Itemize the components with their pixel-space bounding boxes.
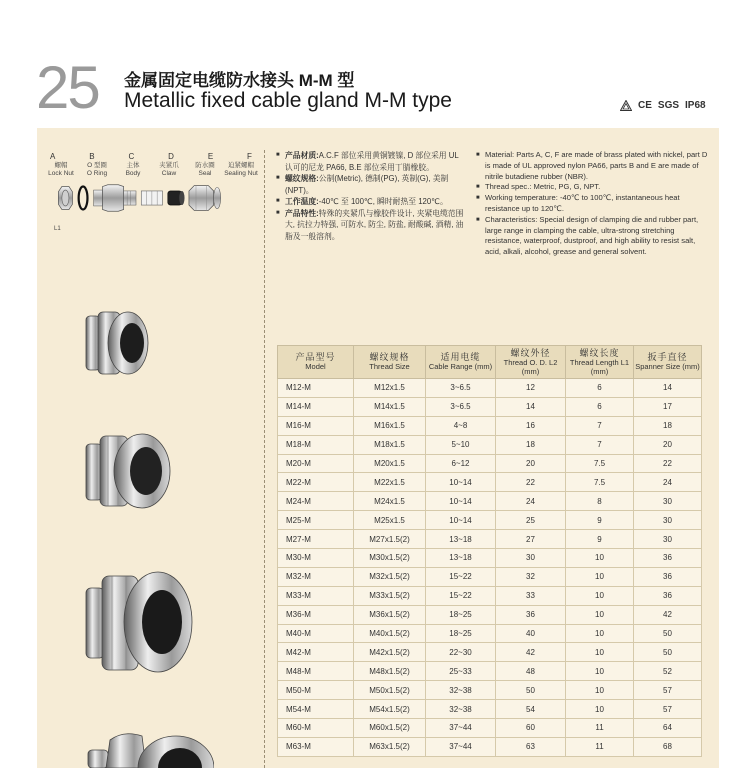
table-cell: 10~14 xyxy=(426,492,496,511)
table-cell: 24 xyxy=(634,473,702,492)
part-letter: F xyxy=(247,152,252,161)
table-cell: 25 xyxy=(496,511,566,530)
table-cell: M25-M xyxy=(278,511,354,530)
table-row xyxy=(278,700,702,719)
table-cell: 30 xyxy=(634,492,702,511)
table-body xyxy=(278,379,702,757)
specs-chinese xyxy=(276,150,468,242)
spec-table xyxy=(277,345,702,757)
table-cell: 11 xyxy=(566,737,634,756)
table-cell: M22-M xyxy=(278,473,354,492)
table-cell: M20-M xyxy=(278,454,354,473)
table-cell: M42-M xyxy=(278,643,354,662)
table-cell: M54-M xyxy=(278,700,354,719)
table-cell: 3~6.5 xyxy=(426,397,496,416)
table-row xyxy=(278,719,702,738)
table-cell: 5~10 xyxy=(426,435,496,454)
table-cell: 13~18 xyxy=(426,530,496,549)
part-letter: C xyxy=(128,152,135,161)
table-cell: M33-M xyxy=(278,586,354,605)
table-cell: M36-M xyxy=(278,605,354,624)
table-row xyxy=(278,492,702,511)
table-cell: M50x1.5(2) xyxy=(354,681,426,700)
table-cell: 4~8 xyxy=(426,416,496,435)
table-row xyxy=(278,567,702,586)
table-cell: 16 xyxy=(496,416,566,435)
table-cell: M40-M xyxy=(278,624,354,643)
table-cell: 42 xyxy=(634,605,702,624)
table-cell: 37~44 xyxy=(426,737,496,756)
spec-features-cn: ■ 产品特性:特殊的夹紧爪与橡胶件设计, 夹紧电缆范围大, 抗拉力特强, 可防水, 防尘, 防盐, 耐酸碱, 酒精, 油脂及一般溶剂。 xyxy=(276,208,468,243)
table-cell: 7 xyxy=(566,435,634,454)
table-cell: 6 xyxy=(566,397,634,416)
table-cell: 10~14 xyxy=(426,511,496,530)
table-cell: 18~25 xyxy=(426,605,496,624)
table-cell: 50 xyxy=(634,643,702,662)
table-cell: M24-M xyxy=(278,492,354,511)
specs-english xyxy=(476,150,708,258)
table-row xyxy=(278,379,702,398)
table-cell: M16-M xyxy=(278,416,354,435)
table-cell: 3~6.5 xyxy=(426,379,496,398)
table-cell: 63 xyxy=(496,737,566,756)
table-row xyxy=(278,605,702,624)
table-cell: 7.5 xyxy=(566,473,634,492)
table-cell: M22x1.5 xyxy=(354,473,426,492)
table-cell: 37~44 xyxy=(426,719,496,738)
part-label: 夹紧爪 Claw xyxy=(159,162,179,177)
table-cell: M42x1.5(2) xyxy=(354,643,426,662)
table-row xyxy=(278,643,702,662)
table-cell: M63x1.5(2) xyxy=(354,737,426,756)
column-header-cable-range: 适用电缆 Cable Range (mm) xyxy=(426,346,496,379)
table-row xyxy=(278,530,702,549)
table-cell: M36x1.5(2) xyxy=(354,605,426,624)
table-cell: 68 xyxy=(634,737,702,756)
part-label: 螺帽 Lock Nut xyxy=(48,162,74,177)
table-cell: 10 xyxy=(566,681,634,700)
table-cell: 32~38 xyxy=(426,700,496,719)
table-cell: 32~38 xyxy=(426,681,496,700)
table-cell: 9 xyxy=(566,511,634,530)
table-cell: 12 xyxy=(496,379,566,398)
table-cell: 36 xyxy=(634,549,702,568)
table-cell: 6~12 xyxy=(426,454,496,473)
column-header-thread-od: 螺纹外径 Thread O. D. L2 (mm) xyxy=(496,346,566,379)
page-header xyxy=(0,0,754,128)
table-cell: 17 xyxy=(634,397,702,416)
dimension-label: L1 xyxy=(54,226,61,232)
table-cell: M33x1.5(2) xyxy=(354,586,426,605)
table-cell: 10 xyxy=(566,624,634,643)
table-cell: 15~22 xyxy=(426,567,496,586)
table-row xyxy=(278,473,702,492)
table-header-row xyxy=(278,346,702,379)
title-chinese: 金属固定电缆防水接头 M-M 型 xyxy=(124,71,355,90)
part-label: 迫紧螺帽 Sealing Nut xyxy=(224,162,258,177)
spec-material-cn: ■ 产品材质:A.C.F 部位采用黄铜镀镍, D 部位采用 UL 认可的尼龙 PA66, B.E 部位采用丁腈橡胶。 xyxy=(276,150,468,173)
table-cell: 50 xyxy=(496,681,566,700)
part-label: 防水圈 Seal xyxy=(195,162,215,177)
table-cell: 20 xyxy=(634,435,702,454)
table-cell: 25~33 xyxy=(426,662,496,681)
certification-marks xyxy=(620,100,706,111)
table-cell: M50-M xyxy=(278,681,354,700)
table-cell: 32 xyxy=(496,567,566,586)
table-cell: 24 xyxy=(496,492,566,511)
table-cell: 14 xyxy=(496,397,566,416)
table-cell: M12x1.5 xyxy=(354,379,426,398)
part-letter: E xyxy=(207,152,214,161)
table-cell: 40 xyxy=(496,624,566,643)
table-cell: 30 xyxy=(496,549,566,568)
table-row xyxy=(278,681,702,700)
table-cell: M30x1.5(2) xyxy=(354,549,426,568)
table-cell: 6 xyxy=(566,379,634,398)
table-cell: M30-M xyxy=(278,549,354,568)
table-row xyxy=(278,416,702,435)
table-cell: 10 xyxy=(566,549,634,568)
part-letter: D xyxy=(168,152,174,161)
table-cell: 13~18 xyxy=(426,549,496,568)
table-cell: 30 xyxy=(634,530,702,549)
table-row xyxy=(278,586,702,605)
table-cell: M14-M xyxy=(278,397,354,416)
table-cell: 48 xyxy=(496,662,566,681)
table-cell: 64 xyxy=(634,719,702,738)
table-row xyxy=(278,435,702,454)
table-cell: 22 xyxy=(634,454,702,473)
part-label: O 型圈 O Ring xyxy=(86,162,108,177)
spec-temperature-cn: ■ 工作温度:-40℃ 至 100℃, 瞬时耐热至 120℃。 xyxy=(276,196,468,208)
column-divider xyxy=(264,150,265,768)
table-cell: 10 xyxy=(566,643,634,662)
table-cell: M63-M xyxy=(278,737,354,756)
table-cell: 60 xyxy=(496,719,566,738)
product-photo-large xyxy=(84,566,196,678)
table-cell: 22~30 xyxy=(426,643,496,662)
ce-mark: CE xyxy=(638,100,652,111)
table-row xyxy=(278,397,702,416)
table-cell: 10 xyxy=(566,700,634,719)
parts-legend xyxy=(44,152,258,218)
table-cell: M14x1.5 xyxy=(354,397,426,416)
table-cell: M48x1.5(2) xyxy=(354,662,426,681)
part-letters xyxy=(44,152,258,161)
table-cell: 42 xyxy=(496,643,566,662)
column-header-spanner-size: 扳手直径 Spanner Size (mm) xyxy=(634,346,702,379)
table-cell: 27 xyxy=(496,530,566,549)
ip68-mark: IP68 xyxy=(685,100,706,111)
table-cell: 57 xyxy=(634,700,702,719)
warning-triangle-icon xyxy=(620,100,632,111)
spec-material-en: ■ Material: Parts A, C, F are made of brass plated with nickel, part D is made of UL approved nylon PA66, parts B and E are made of nitrile butadiene rubber (NBR). xyxy=(476,150,708,182)
table-cell: 22 xyxy=(496,473,566,492)
table-cell: 52 xyxy=(634,662,702,681)
table-row xyxy=(278,454,702,473)
table-cell: 15~22 xyxy=(426,586,496,605)
table-cell: 54 xyxy=(496,700,566,719)
table-cell: M18x1.5 xyxy=(354,435,426,454)
table-cell: 10 xyxy=(566,567,634,586)
spec-features-en: ■ Characteristics: Special design of clamping die and rubber part, large range in clamping the cable, ultra-strong stretching resistance, waterproof, dustproof, and high ability to resist salt, acid, alkali, alcohol, grease and general solvent. xyxy=(476,215,708,258)
table-cell: 10 xyxy=(566,662,634,681)
table-row xyxy=(278,511,702,530)
exploded-view-diagram xyxy=(44,183,258,213)
table-cell: 11 xyxy=(566,719,634,738)
table-cell: 10 xyxy=(566,586,634,605)
table-row xyxy=(278,549,702,568)
product-photo-xlarge xyxy=(84,728,214,768)
table-cell: M60-M xyxy=(278,719,354,738)
table-cell: M12-M xyxy=(278,379,354,398)
spec-thread-cn: ■ 螺纹规格:公制(Metric), 德制(PG), 英制(G), 美制(NPT)。 xyxy=(276,173,468,196)
table-cell: 30 xyxy=(634,511,702,530)
table-cell: M24x1.5 xyxy=(354,492,426,511)
table-row xyxy=(278,624,702,643)
table-row xyxy=(278,737,702,756)
table-cell: 18~25 xyxy=(426,624,496,643)
spec-thread-en: ■ Thread spec.: Metric, PG, G, NPT. xyxy=(476,182,708,193)
table-cell: M20x1.5 xyxy=(354,454,426,473)
table-cell: 57 xyxy=(634,681,702,700)
part-labels xyxy=(44,162,258,177)
table-row xyxy=(278,662,702,681)
table-cell: M54x1.5(2) xyxy=(354,700,426,719)
column-header-thread-size: 螺纹规格 Thread Size xyxy=(354,346,426,379)
table-cell: 9 xyxy=(566,530,634,549)
table-cell: M25x1.5 xyxy=(354,511,426,530)
table-cell: M60x1.5(2) xyxy=(354,719,426,738)
table-cell: 10~14 xyxy=(426,473,496,492)
column-header-thread-length: 螺纹长度 Thread Length L1 (mm) xyxy=(566,346,634,379)
table-cell: M18-M xyxy=(278,435,354,454)
table-cell: 14 xyxy=(634,379,702,398)
table-cell: M40x1.5(2) xyxy=(354,624,426,643)
column-header-model: 产品型号 Model xyxy=(278,346,354,379)
table-cell: M32x1.5(2) xyxy=(354,567,426,586)
table-cell: 36 xyxy=(496,605,566,624)
page-number: 25 xyxy=(36,54,99,121)
part-letter: A xyxy=(50,152,56,161)
table-cell: M32-M xyxy=(278,567,354,586)
table-cell: M27x1.5(2) xyxy=(354,530,426,549)
table-cell: M48-M xyxy=(278,662,354,681)
table-cell: 8 xyxy=(566,492,634,511)
title-english: Metallic fixed cable gland M-M type xyxy=(124,89,452,112)
part-letter: B xyxy=(89,152,95,161)
table-cell: 20 xyxy=(496,454,566,473)
sgs-mark: SGS xyxy=(657,100,680,111)
table-cell: 10 xyxy=(566,605,634,624)
table-cell: 7 xyxy=(566,416,634,435)
table-cell: 7.5 xyxy=(566,454,634,473)
table-cell: 36 xyxy=(634,567,702,586)
table-cell: 33 xyxy=(496,586,566,605)
spec-temperature-en: ■ Working temperature: -40℃ to 100℃, instantaneous heat resistance up to 120℃. xyxy=(476,193,708,215)
table-cell: 18 xyxy=(496,435,566,454)
table-cell: 18 xyxy=(634,416,702,435)
part-label: 主体 Body xyxy=(125,162,141,177)
table-cell: 50 xyxy=(634,624,702,643)
product-photo-small xyxy=(84,308,152,378)
product-photo-medium xyxy=(84,430,174,512)
table-cell: M27-M xyxy=(278,530,354,549)
table-cell: M16x1.5 xyxy=(354,416,426,435)
table-cell: 36 xyxy=(634,586,702,605)
